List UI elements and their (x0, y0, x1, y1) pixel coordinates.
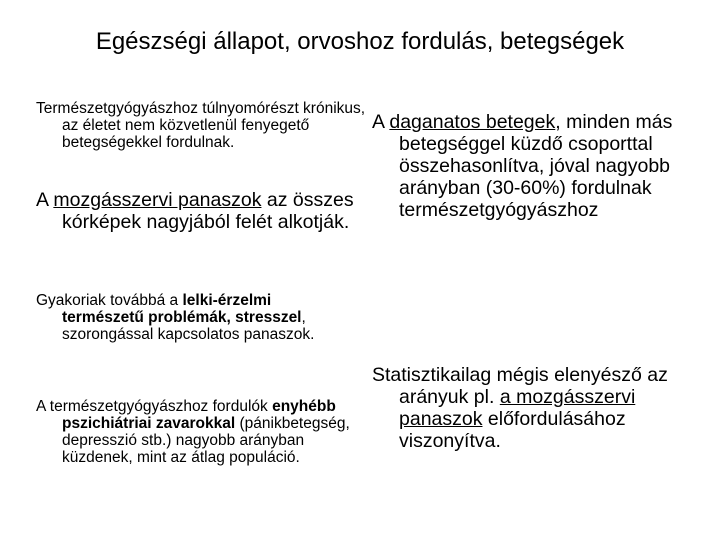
right-paragraph-2-text (372, 364, 684, 452)
left-p4-b: (pánikbetegség, depresszió stb.) nagyobb arányban küzdenek, mint az átlag populáció. (62, 415, 350, 466)
right-paragraph-2 (372, 364, 684, 452)
left-paragraph-2 (36, 189, 366, 233)
right-p1-rest: , minden más betegséggel küzdő csoporttal összehasonlítva, jóval nagyobb arányban (30-60%) fordulnak természetgyógyászhoz (399, 111, 673, 221)
right-p1-prefix: A (372, 111, 390, 133)
left-paragraph-3 (36, 292, 356, 343)
left-p3-b: , szorongással kapcsolatos panaszok. (62, 309, 315, 343)
left-p3-bold: lelki-érzelmi természetű problémák, stresszel (62, 292, 302, 326)
left-paragraph-4 (36, 398, 356, 466)
left-paragraph-3-text (36, 292, 356, 343)
right-p2-a: Statisztikailag mégis elenyésző az arányuk pl. (372, 364, 668, 408)
left-paragraph-2-text (36, 189, 366, 233)
right-p1-underlined: daganatos betegek (389, 111, 556, 133)
right-paragraph-1-text (372, 111, 677, 221)
left-p2-rest: az összes kórképek nagyjából felét alkotják. (62, 189, 354, 233)
left-paragraph-4-text (36, 398, 356, 466)
left-p4-a: A természetgyógyászhoz fordulók (36, 398, 273, 415)
right-p2-b: előfordulásához viszonyítva. (399, 408, 626, 452)
left-p3-a: Gyakoriak továbbá a (36, 292, 183, 309)
left-p2-underlined: mozgásszervi panaszok (53, 189, 262, 211)
left-p2-prefix: A (36, 189, 54, 211)
left-p4-bold: enyhébb pszichiátriai zavarokkal (62, 398, 336, 432)
left-paragraph-1-text: Természetgyógyászhoz túlnyomórészt krónikus, az életet nem közvetlenül fenyegető betegségekkel fordulnak. (36, 100, 366, 151)
right-paragraph-1 (372, 111, 677, 221)
right-p2-underlined: a mozgásszervi panaszok (399, 386, 636, 430)
slide-title: Egészségi állapot, orvoshoz fordulás, betegségek (95, 28, 625, 55)
left-paragraph-1 (36, 100, 366, 151)
